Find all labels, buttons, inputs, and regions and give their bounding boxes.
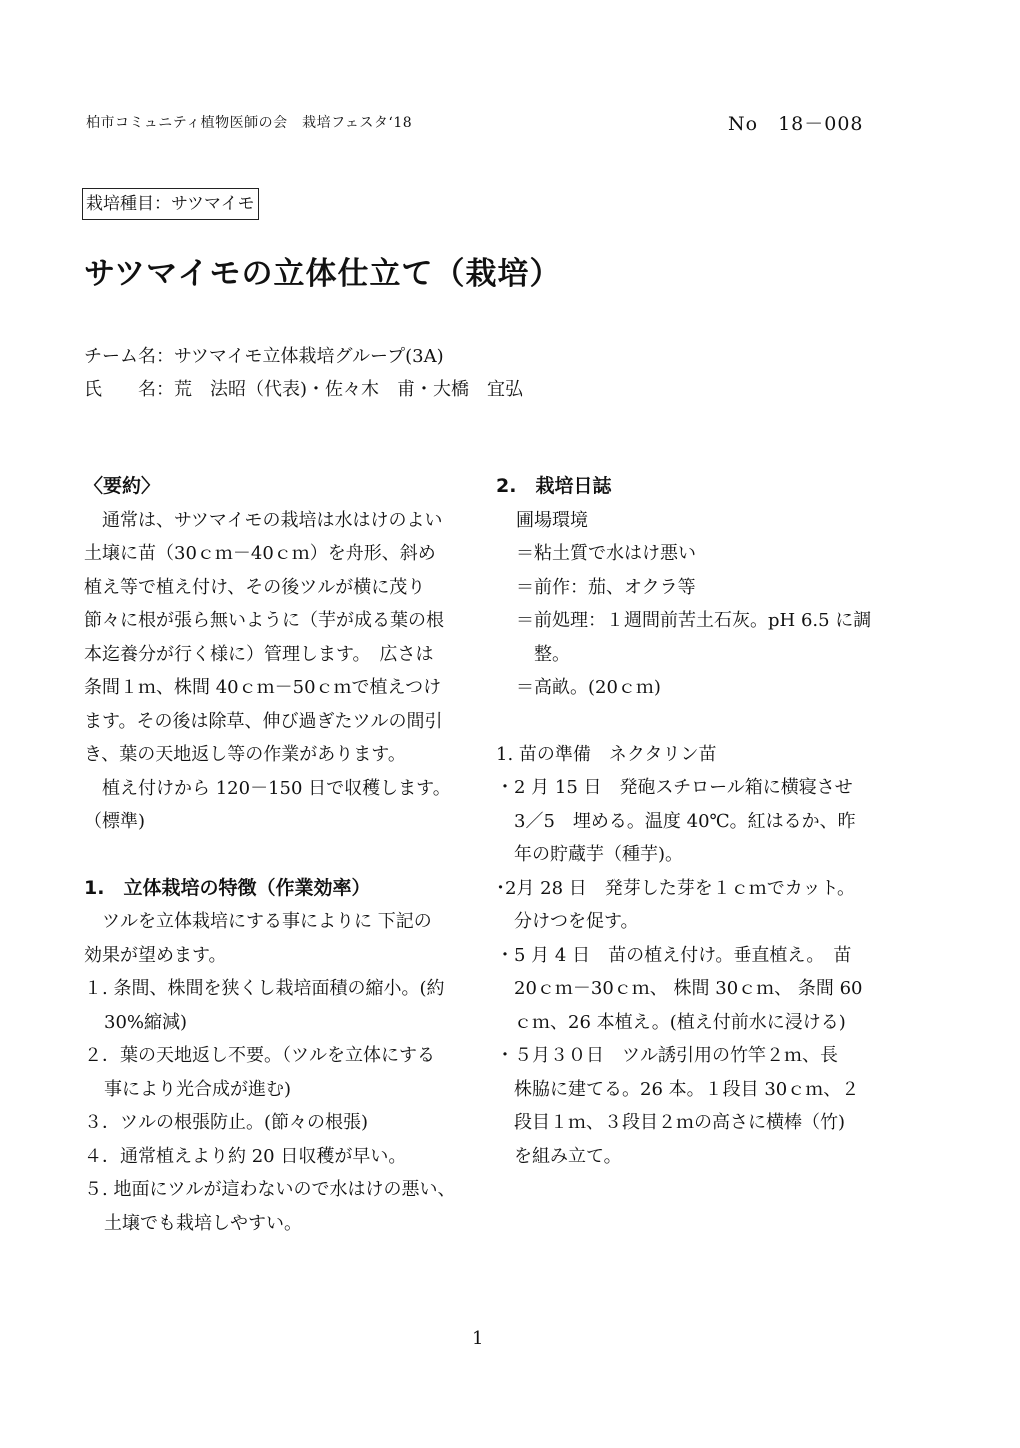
feature-item-cont: 土壌でも栽培しやすい。 xyxy=(104,1212,302,1234)
page-number: 1 xyxy=(472,1328,484,1349)
summary-line: き、葉の天地返し等の作業があります。 xyxy=(84,744,406,765)
log-line: ・5 月 4 日 苗の植え付け。垂直植え。 苗 xyxy=(496,944,852,966)
env-line: ＝高畝。(20ｃｍ) xyxy=(516,677,661,698)
feature-item: ５. 地面にツルが這わないので水はけの悪い、 xyxy=(84,1179,456,1200)
feature-item: ２．葉の天地返し不要。（ツルを立体にする xyxy=(84,1045,435,1066)
section1-heading: 1. 立体栽培の特徴（作業効率） xyxy=(84,876,371,899)
right-column xyxy=(496,470,886,1173)
summary-line: 植え付けから 120－150 日で収穫します。 xyxy=(84,777,451,799)
team-name: チーム名：サツマイモ立体栽培グループ(3A) xyxy=(84,346,444,367)
env-line: ＝粘土質で水はけ悪い xyxy=(516,543,696,564)
page-title: サツマイモの立体仕立て（栽培） xyxy=(84,256,562,292)
summary-line: ます。その後は除草、伸び過ぎたツルの間引 xyxy=(84,710,443,732)
organization-header: 柏市コミュニティ植物医師の会 栽培フェスタ‘18 xyxy=(86,115,413,131)
log-line: 株脇に建てる。26 本。１段目 30ｃｍ、２ xyxy=(496,1078,860,1100)
log-line: ・2 月 15 日 発砲スチロール箱に横寝させ xyxy=(496,777,853,798)
log-line: ･2月 28 日 発芽した芽を１ｃｍでカット。 xyxy=(496,877,855,899)
log-line: を組み立て。 xyxy=(496,1145,622,1167)
member-names: 氏 名：荒 法昭（代表)・佐々木 甫・大橋 宜弘 xyxy=(84,379,524,400)
summary-line: 本迄養分が行く様に）管理します。 広さは xyxy=(84,643,434,665)
feature-item: ４．通常植えより約 20 日収穫が早い。 xyxy=(84,1145,407,1167)
log-line: 分けつを促す。 xyxy=(496,911,639,932)
log-line: 20ｃｍ－30ｃｍ、 株間 30ｃｍ、 条間 60 xyxy=(496,978,863,999)
summary-line: 植え等で植え付け、その後ツルが横に茂り xyxy=(84,576,426,598)
section1-intro-line: 効果が望めます。 xyxy=(84,944,227,966)
feature-item-cont: 30%縮減) xyxy=(104,1011,188,1033)
env-line: ＝前作：茄、オクラ等 xyxy=(516,576,696,598)
log-line: ｃｍ、26 本植え。(植え付前水に浸ける) xyxy=(496,1011,846,1033)
prep-title: 1. 苗の準備 ネクタリン苗 xyxy=(496,743,717,765)
section1-intro-line: ツルを立体栽培にする事によりに 下記の xyxy=(84,911,432,932)
log-line: 3／5 埋める。温度 40℃。紅はるか、昨 xyxy=(496,810,856,832)
summary-line: 節々に根が張ら無いように（芋が成る葉の根 xyxy=(84,610,444,631)
category-box: 栽培種目：サツマイモ xyxy=(82,188,259,220)
feature-item: ３．ツルの根張防止。(節々の根張) xyxy=(84,1112,369,1133)
feature-item-cont: 事により光合成が進む) xyxy=(104,1078,292,1100)
summary-heading: 〈要約〉 xyxy=(84,475,161,497)
summary-line: 土壌に苗（30ｃｍ－40ｃｍ）を舟形、斜め xyxy=(84,543,436,564)
env-title: 圃場環境 xyxy=(516,509,588,531)
feature-item: １. 条間、株間を狭くし栽培面積の縮小。(約 xyxy=(84,978,445,999)
summary-line: 通常は、サツマイモの栽培は水はけのよい xyxy=(84,509,443,531)
summary-line: 条間１ｍ、株間 40ｃｍ－50ｃｍで植えつけ xyxy=(84,677,442,698)
left-column xyxy=(84,470,474,1240)
env-line: ＝前処理：１週間前苦土石灰。pH 6.5 に調 xyxy=(516,610,872,631)
log-line: ・５月３０日 ツル誘引用の竹竿２ｍ、長 xyxy=(496,1045,838,1066)
log-line: 段目１ｍ、３段目２ｍの高さに横棒（竹) xyxy=(496,1112,846,1133)
document-number: No 18－008 xyxy=(728,113,864,135)
section2-heading: 2. 栽培日誌 xyxy=(496,475,612,497)
summary-line: （標準) xyxy=(84,811,146,832)
log-line: 年の貯蔵芋（種芋)。 xyxy=(496,844,684,865)
env-line: 整。 xyxy=(516,643,570,665)
